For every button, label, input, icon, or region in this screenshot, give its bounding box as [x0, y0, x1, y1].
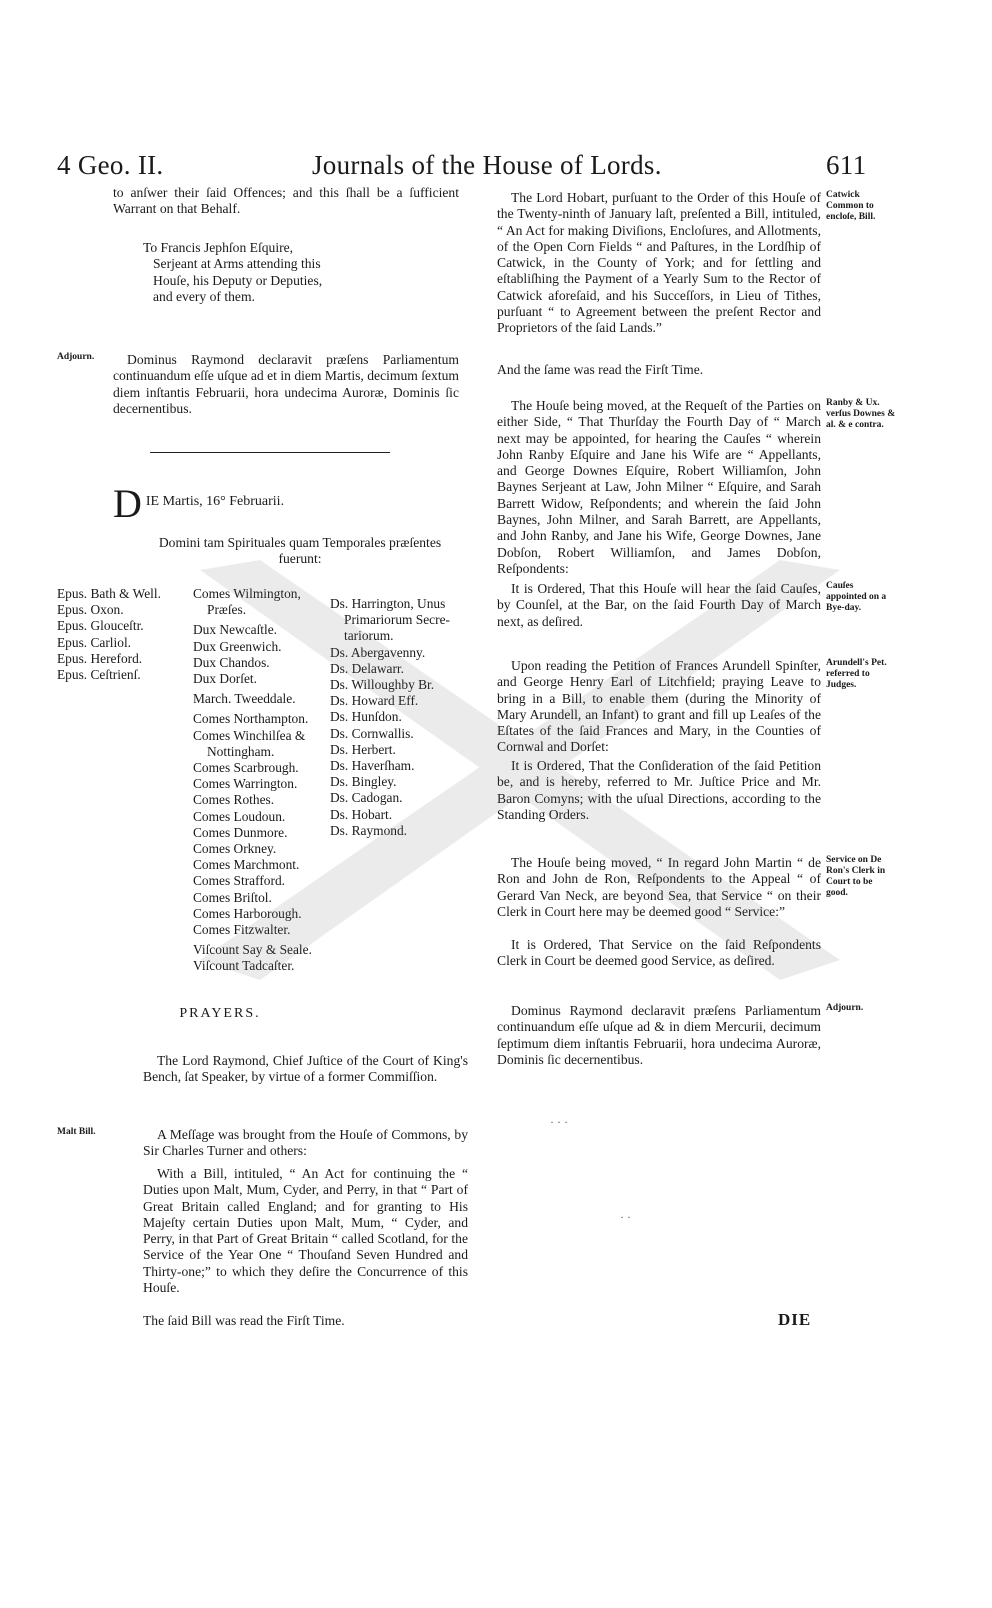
baron-name: Ds. Bingley. — [330, 774, 397, 790]
speaker-paragraph: The Lord Raymond, Chief Juſtice of the Court of King's Bench, ſat Speaker, by virtue of a former Commiſſion. — [143, 1053, 468, 1085]
peer-name: Comes Loudoun. — [193, 808, 286, 824]
margin-note-arundell: Arundell's Pet. referred to Judges. — [826, 658, 887, 690]
baron-name: Ds. Abergavenny. — [330, 644, 426, 660]
sitting-date — [113, 481, 459, 526]
causes-order-paragraph: It is Ordered, That this Houſe will hear the ſaid Cauſes, by Counſel, at the Bar, on the ſaid Fourth Day of March next, as deſired. — [497, 581, 821, 629]
catchword: DIE — [778, 1310, 812, 1329]
bishop-name: Epus. Ceſtrienſ. — [57, 667, 141, 683]
message-paragraph: A Meſſage was brought from the Houſe of Commons, by Sir Charles Turner and others: — [143, 1127, 468, 1159]
baron-name: tariorum. — [344, 628, 394, 644]
peer-name: Nottingham. — [207, 743, 275, 759]
warrant-tail: to anſwer their ſaid Offences; and this ſhall be a ſufficient Warrant on that Behalf. — [113, 185, 459, 217]
catwick-bill-paragraph: The Lord Hobart, purſuant to the Order of this Houſe of the Twenty-ninth of January laſt, preſented a Bill, intituled, “ An Act for making Diviſions, Encloſures, and Allotments, of the Open Corn Fields “ and Paſtures, in the Lordſhip of Catwick, in the County of York; and for ſettling and eſtabliſhing the Payment of a Yearly Sum to the Rector of Catwick aforeſaid, and his Succeſſors, in Lieu of Tithes, purſuant “ to Agreement between the preſent Rector and Proprietors of the ſaid Lands.” — [497, 190, 821, 336]
peer-name: Comes Warrington. — [193, 776, 298, 792]
baron-name: Ds. Delawarr. — [330, 660, 404, 676]
service-order-paragraph: It is Ordered, That Service on the ſaid Reſpondents Clerk in Court be deemed good Service, as deſired. — [497, 937, 821, 969]
header-title: Journals of the House of Lords. — [312, 150, 662, 180]
peers-list-earls — [193, 586, 312, 975]
peer-name: Comes Northampton. — [193, 711, 309, 727]
peer-name: Viſcount Tadcaſter. — [193, 958, 295, 974]
peer-name: Præſes. — [207, 602, 247, 618]
ranby-paragraph: The Houſe being moved, at the Requeſt of the Parties on either Side, “ That Thurſday the Fourth Day of “ March next may be appointed, for hearing the Cauſes “ wherein John Ranby Eſquire and Jane his Wife are “ Appellants, and George Downes Eſquire, Robert Williamſon, John Baynes Serjeant at Law, John Milner “ Eſquire, and Sarah Barrett Widow, Reſpondents; and wherein the ſaid John Baynes, John Milner, and Sarah Barrett, are Appellants, and John Ranby, and Jane his Wife, George Downes, Jane Dobſon, Robert Williamſon, and James Dobſon, Reſpondents: — [497, 398, 821, 576]
peer-name: Comes Orkney. — [193, 841, 277, 857]
peer-name: Dux Greenwich. — [193, 638, 282, 654]
baron-name: Ds. Hobart. — [330, 806, 393, 822]
section-divider — [150, 452, 390, 453]
peer-name: Comes Briſtol. — [193, 889, 272, 905]
baron-name: Ds. Raymond. — [330, 822, 407, 838]
warrant-address: To Francis Jephſon Eſquire, Serjeant at Arms attending this Houſe, his Deputy or Deputies, and every of them. — [143, 240, 323, 304]
baron-name: Primariorum Secre- — [344, 612, 450, 628]
print-specks-2: · · — [620, 1210, 631, 1224]
bill-read-first: The ſaid Bill was read the Firſt Time. — [143, 1313, 345, 1328]
margin-note-catwick: Catwick Common to encloſe, Bill. — [826, 190, 876, 222]
bishop-name: Epus. Bath & Well. — [57, 586, 161, 601]
bishop-name: Epus. Hereford. — [57, 650, 143, 666]
arundell-petition-paragraph: Upon reading the Petition of Frances Arundell Spinſter, and George Henry Earl of Litchfield; praying Leave to bring in a Bill, to enable them (during the Minority of Mary Arundell, an Infant) to grant and fill up Leaſes of the Eſtates of the ſaid Frances and Mary, in the Counties of Cornwal and Dorſet: — [497, 658, 821, 755]
header-regnal-year: 4 Geo. II. — [57, 150, 164, 180]
prayers-heading: PRAYERS. — [179, 1006, 261, 1021]
bishops-list — [57, 586, 161, 683]
baron-name: Ds. Cornwallis. — [330, 725, 414, 741]
peer-name: Comes Scarbrough. — [193, 760, 299, 776]
header-page-number: 611 — [826, 150, 867, 180]
baron-name: Ds. Willoughby Br. — [330, 677, 435, 693]
baron-name: Ds. Harrington, Unus — [330, 596, 446, 611]
margin-note-adjourn: Adjourn. — [57, 352, 95, 362]
peer-name: Dux Dorſet. — [193, 671, 257, 687]
service-paragraph: The Houſe being moved, “ In regard John Martin “ de Ron and John de Ron, Reſpondents to the Appeal “ of Gerard Van Neck, are beyond Sea, that Service “ on their Clerk in Court here may be deemed good “ Service:” — [497, 855, 821, 919]
peer-name: Comes Dunmore. — [193, 824, 288, 840]
peer-name: Comes Harborough. — [193, 905, 302, 921]
margin-note-adjourn-right: Adjourn. — [826, 1003, 864, 1013]
margin-note-causes: Cauſes appointed on a Bye-day. — [826, 581, 887, 613]
present-heading: Domini tam Spirituales quam Temporales præſentes fuerunt: — [158, 535, 442, 567]
margin-note-ranby: Ranby & Ux. verſus Downes & al. & e contra. — [826, 398, 896, 430]
catwick-read-first: And the ſame was read the Firſt Time. — [497, 362, 704, 377]
peer-name: Comes Rothes. — [193, 792, 275, 808]
drop-cap: D — [113, 481, 142, 526]
adjourn-paragraph: Dominus Raymond declaravit præſens Parliamentum continuandum eſſe uſque ad et in diem Martis, decimum ſextum diem inſtantis Februarii, hora undecima Auroræ, Dominis ſic decernentibus. — [113, 352, 459, 416]
adjourn-paragraph-right: Dominus Raymond declaravit præſens Parliamentum continuandum eſſe uſque ad & in diem Mercurii, decimum ſeptimum diem inſtantis Februarii, hora undecima Auroræ, Dominis ſic decernentibus. — [497, 1003, 821, 1067]
bishop-name: Epus. Oxon. — [57, 602, 124, 618]
bishop-name: Epus. Glouceſtr. — [57, 618, 144, 634]
margin-note-service: Service on De Ron's Clerk in Court to be good. — [826, 855, 886, 898]
arundell-order-paragraph: It is Ordered, That the Conſideration of the ſaid Petition be, and is hereby, referred to Mr. Juſtice Price and Mr. Baron Comyns; with the uſual Directions, according to the Standing Orders. — [497, 758, 821, 822]
peer-name: March. Tweeddale. — [193, 691, 296, 707]
baron-name: Ds. Howard Eff. — [330, 693, 419, 709]
baron-name: Ds. Herbert. — [330, 741, 396, 757]
peer-name: Dux Chandos. — [193, 654, 270, 670]
peers-list-barons — [330, 596, 450, 839]
print-specks: · · · — [550, 1115, 568, 1129]
peer-name: Comes Winchilſea & — [193, 727, 306, 743]
peer-name: Comes Marchmont. — [193, 857, 300, 873]
peer-name: Viſcount Say & Seale. — [193, 942, 312, 958]
baron-name: Ds. Cadogan. — [330, 790, 403, 806]
sitting-date-text: IE Martis, 16° Februarii. — [145, 494, 285, 509]
malt-bill-paragraph: With a Bill, intituled, “ An Act for continuing the “ Duties upon Malt, Mum, Cyder, and Perry, in that “ Part of Great Britain called England; and for granting to His Majeſty certain Duties upon Malt, Mum, “ Cyder, and Perry, in that Part of Great Britain “ called Scotland, for the Service of the Year One “ Thouſand Seven Hundred and Thirty-one;” to which they deſire the Concurrence of this Houſe. — [143, 1166, 468, 1296]
bishop-name: Epus. Carliol. — [57, 634, 132, 650]
baron-name: Ds. Hunſdon. — [330, 709, 402, 725]
peer-name: Comes Strafford. — [193, 873, 285, 889]
baron-name: Ds. Haverſham. — [330, 758, 415, 774]
peer-name: Dux Newcaſtle. — [193, 622, 278, 638]
peer-name: Comes Fitzwalter. — [193, 922, 291, 938]
margin-note-malt-bill: Malt Bill. — [57, 1127, 96, 1137]
peer-name: Comes Wilmington, — [193, 586, 301, 601]
